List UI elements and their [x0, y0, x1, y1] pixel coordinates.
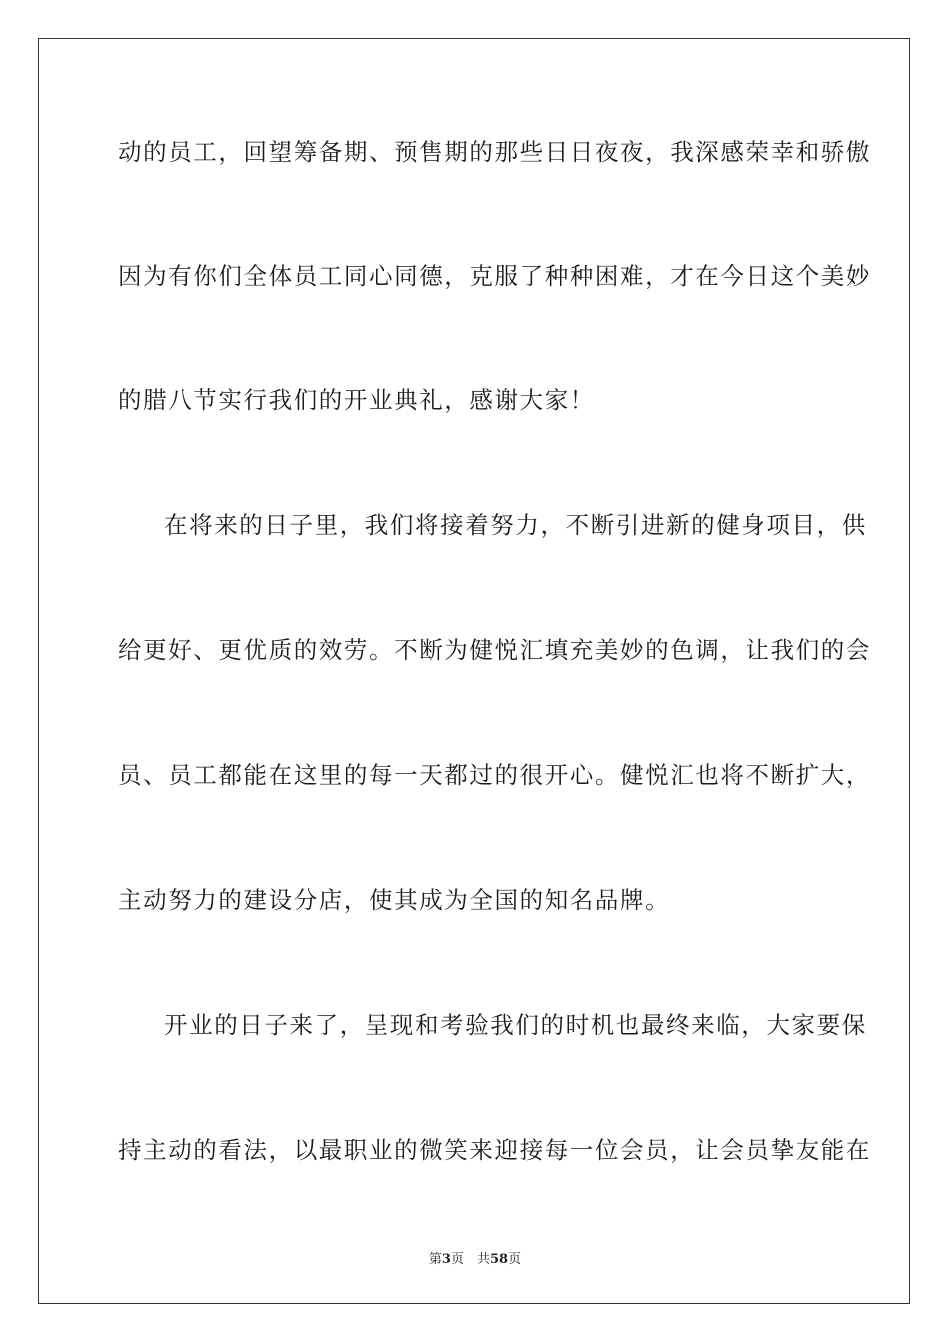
body-line-7: 主动努力的建设分店，使其成为全国的知名品牌。: [118, 886, 671, 914]
page-border: [38, 38, 910, 1304]
page-mid: 页 共: [450, 1252, 490, 1267]
page-prefix: 第: [428, 1252, 442, 1267]
body-line-1: 动的员工，回望筹备期、预售期的那些日日夜夜，我深感荣幸和骄傲: [118, 138, 871, 166]
body-line-9: 持主动的看法，以最职业的微笑来迎接每一位会员，让会员挚友能在: [118, 1136, 871, 1164]
page-suffix: 页: [508, 1252, 522, 1267]
body-line-5: 给更好、更优质的效劳。不断为健悦汇填充美妙的色调，让我们的会: [118, 636, 871, 664]
page-current: 3: [441, 1252, 451, 1267]
page-footer: [0, 1248, 950, 1267]
body-line-8: 开业的日子来了，呈现和考验我们的时机也最终来临，大家要保: [164, 1011, 867, 1039]
body-line-3: 的腊八节实行我们的开业典礼，感谢大家！: [118, 386, 595, 414]
body-line-4: 在将来的日子里，我们将接着努力，不断引进新的健身项目，供: [164, 511, 867, 539]
body-line-6: 员、员工都能在这里的每一天都过的很开心。健悦汇也将不断扩大，: [118, 761, 871, 789]
body-line-2: 因为有你们全体员工同心同德，克服了种种困难，才在今日这个美妙: [118, 262, 871, 290]
page-total: 58: [489, 1252, 509, 1267]
